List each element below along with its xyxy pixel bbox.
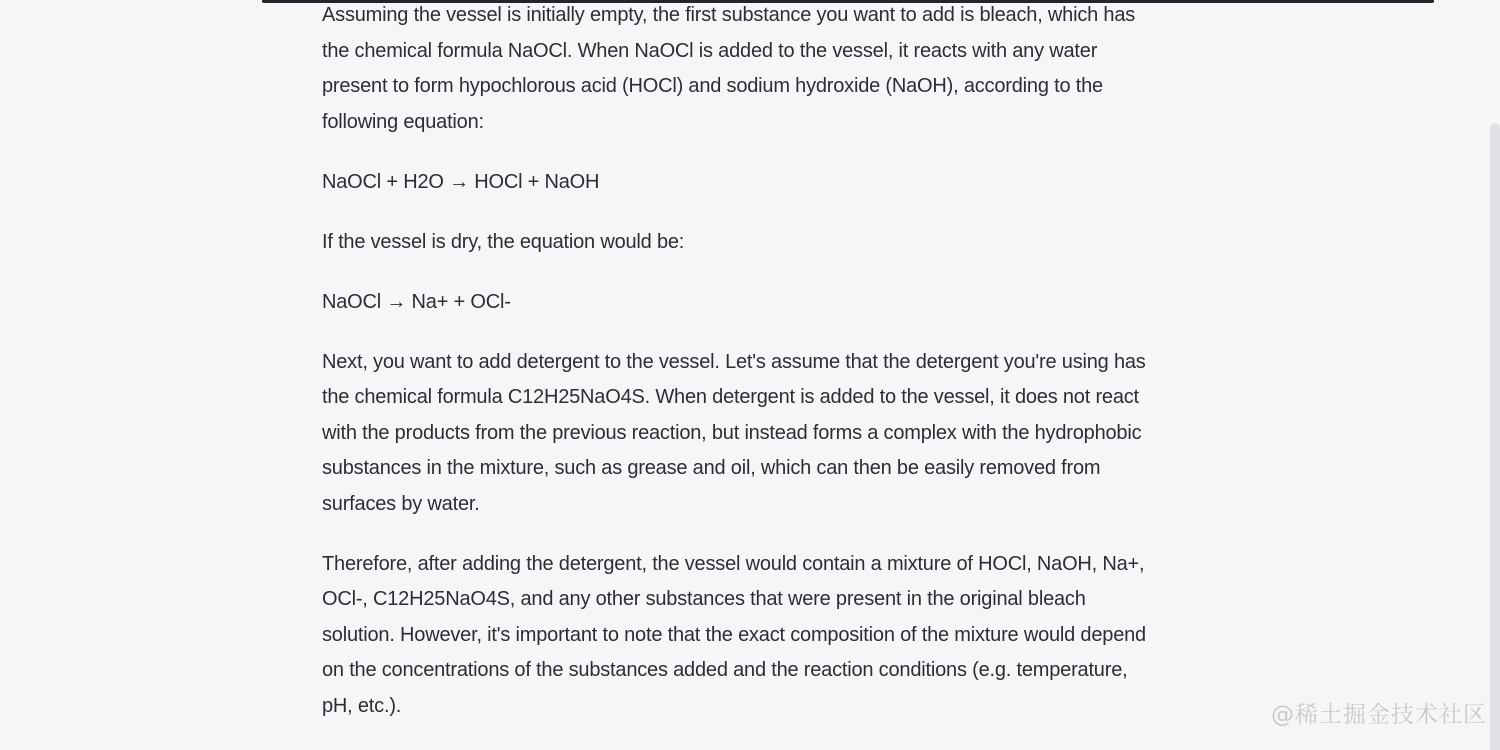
- answer-text-column: [322, 0, 1158, 749]
- equation-naocl-water: NaOCl + H2O → HOCl + NaOH: [322, 170, 600, 193]
- paragraph-detergent: Next, you want to add detergent to the vessel. Let's assume that the detergent you're using has the chemical formula C12H25NaO4S. When detergent is added to the vessel, it does not react with the products from the previous reaction, but instead forms a complex with the hydrophobic substances in the mixture, such as grease and oil, which can then be easily removed from surfaces by water.: [322, 350, 1146, 515]
- watermark-text: @稀土掘金技术社区: [1271, 702, 1487, 728]
- paragraph-intro: Assuming the vessel is initially empty, the first substance you want to add is bleach, which has the chemical formula NaOCl. When NaOCl is added to the vessel, it reacts with any water present to form hypochlorous acid (HOCl) and sodium hydroxide (NaOH), according to the following equation:: [322, 4, 1136, 133]
- paragraph-mixture-conclusion: Therefore, after adding the detergent, the vessel would contain a mixture of HOCl, NaOH, Na+, OCl-, C12H25NaO4S, and any other substances that were present in the original bleach solution. However, it's important to note that the exact composition of the mixture would depend on the concentrations of the substances added and the reaction conditions (e.g. temperature, pH, etc.).: [322, 552, 1146, 717]
- scrollbar-thumb[interactable]: [1490, 123, 1500, 750]
- equation-naocl-dry: NaOCl → Na+ + OCl-: [322, 290, 511, 313]
- paragraph-dry-vessel: If the vessel is dry, the equation would be:: [322, 230, 685, 253]
